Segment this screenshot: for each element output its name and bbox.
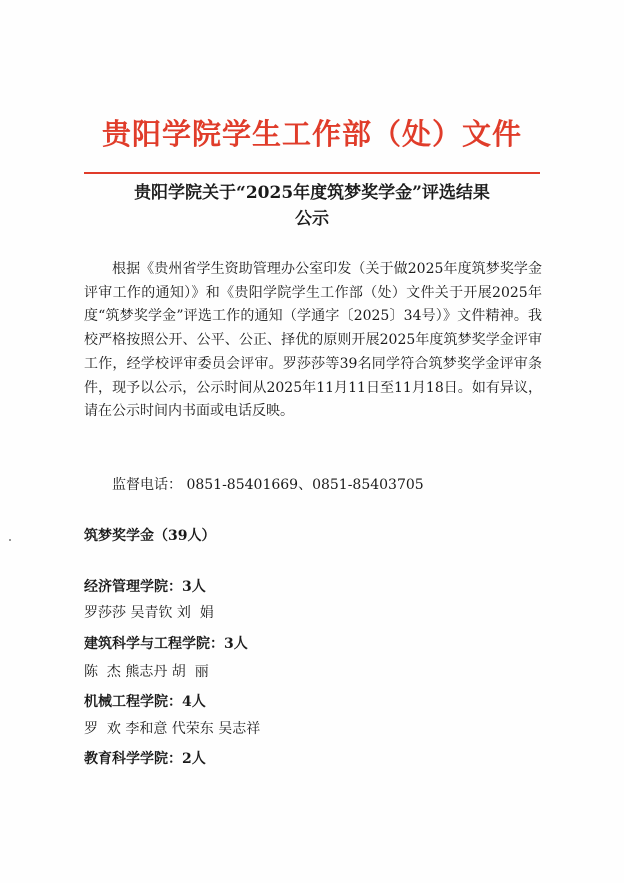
announcement-title-line-2: 公示	[295, 209, 329, 229]
announcement-body: 根据《贵州省学生资助管理办公室印发（关于做2025年度筑梦奖学金评审工作的通知）》和《贵阳学院学生工作部（处）文件关于开展2025年度“筑梦奖学金”评选工作的通知（学通字〔2025〕34号）》文件精神。我校严格按照公开、公平、公正、择优的原则开展2025年度筑梦奖学金评审工作，经学校评审委员会评审。罗莎莎等39名同学符合筑梦奖学金评审条件，现予以公示，公示时间从2025年11月11日至11月18日。如有异议，请在公示时间内书面或电话反映。	[84, 261, 542, 420]
students-architecture-engineering: 陈 杰 熊志丹 胡 丽	[84, 664, 209, 680]
supervision-phone: 监督电话： 0851-85401669、0851-85403705	[112, 477, 424, 493]
students-mechanical-engineering: 罗 欢 李和意 代荣东 吴志祥	[84, 721, 261, 737]
college-education-science: 教育科学学院：2人	[84, 751, 206, 767]
award-heading: 筑梦奖学金（39人）	[84, 528, 216, 544]
college-economics-management: 经济管理学院：3人	[84, 579, 206, 595]
college-mechanical-engineering: 机械工程学院：4人	[84, 694, 206, 710]
header-red-rule	[84, 172, 540, 174]
scan-speck	[9, 539, 11, 541]
students-economics-management: 罗莎莎 吴青钦 刘 娟	[84, 605, 214, 621]
document-header-title: 贵阳学院学生工作部（处）文件	[101, 117, 522, 151]
college-architecture-engineering: 建筑科学与工程学院：3人	[84, 636, 248, 652]
announcement-title-line-1: 贵阳学院关于“2025年度筑梦奖学金”评选结果	[134, 183, 490, 203]
announcement-title	[0, 180, 624, 232]
